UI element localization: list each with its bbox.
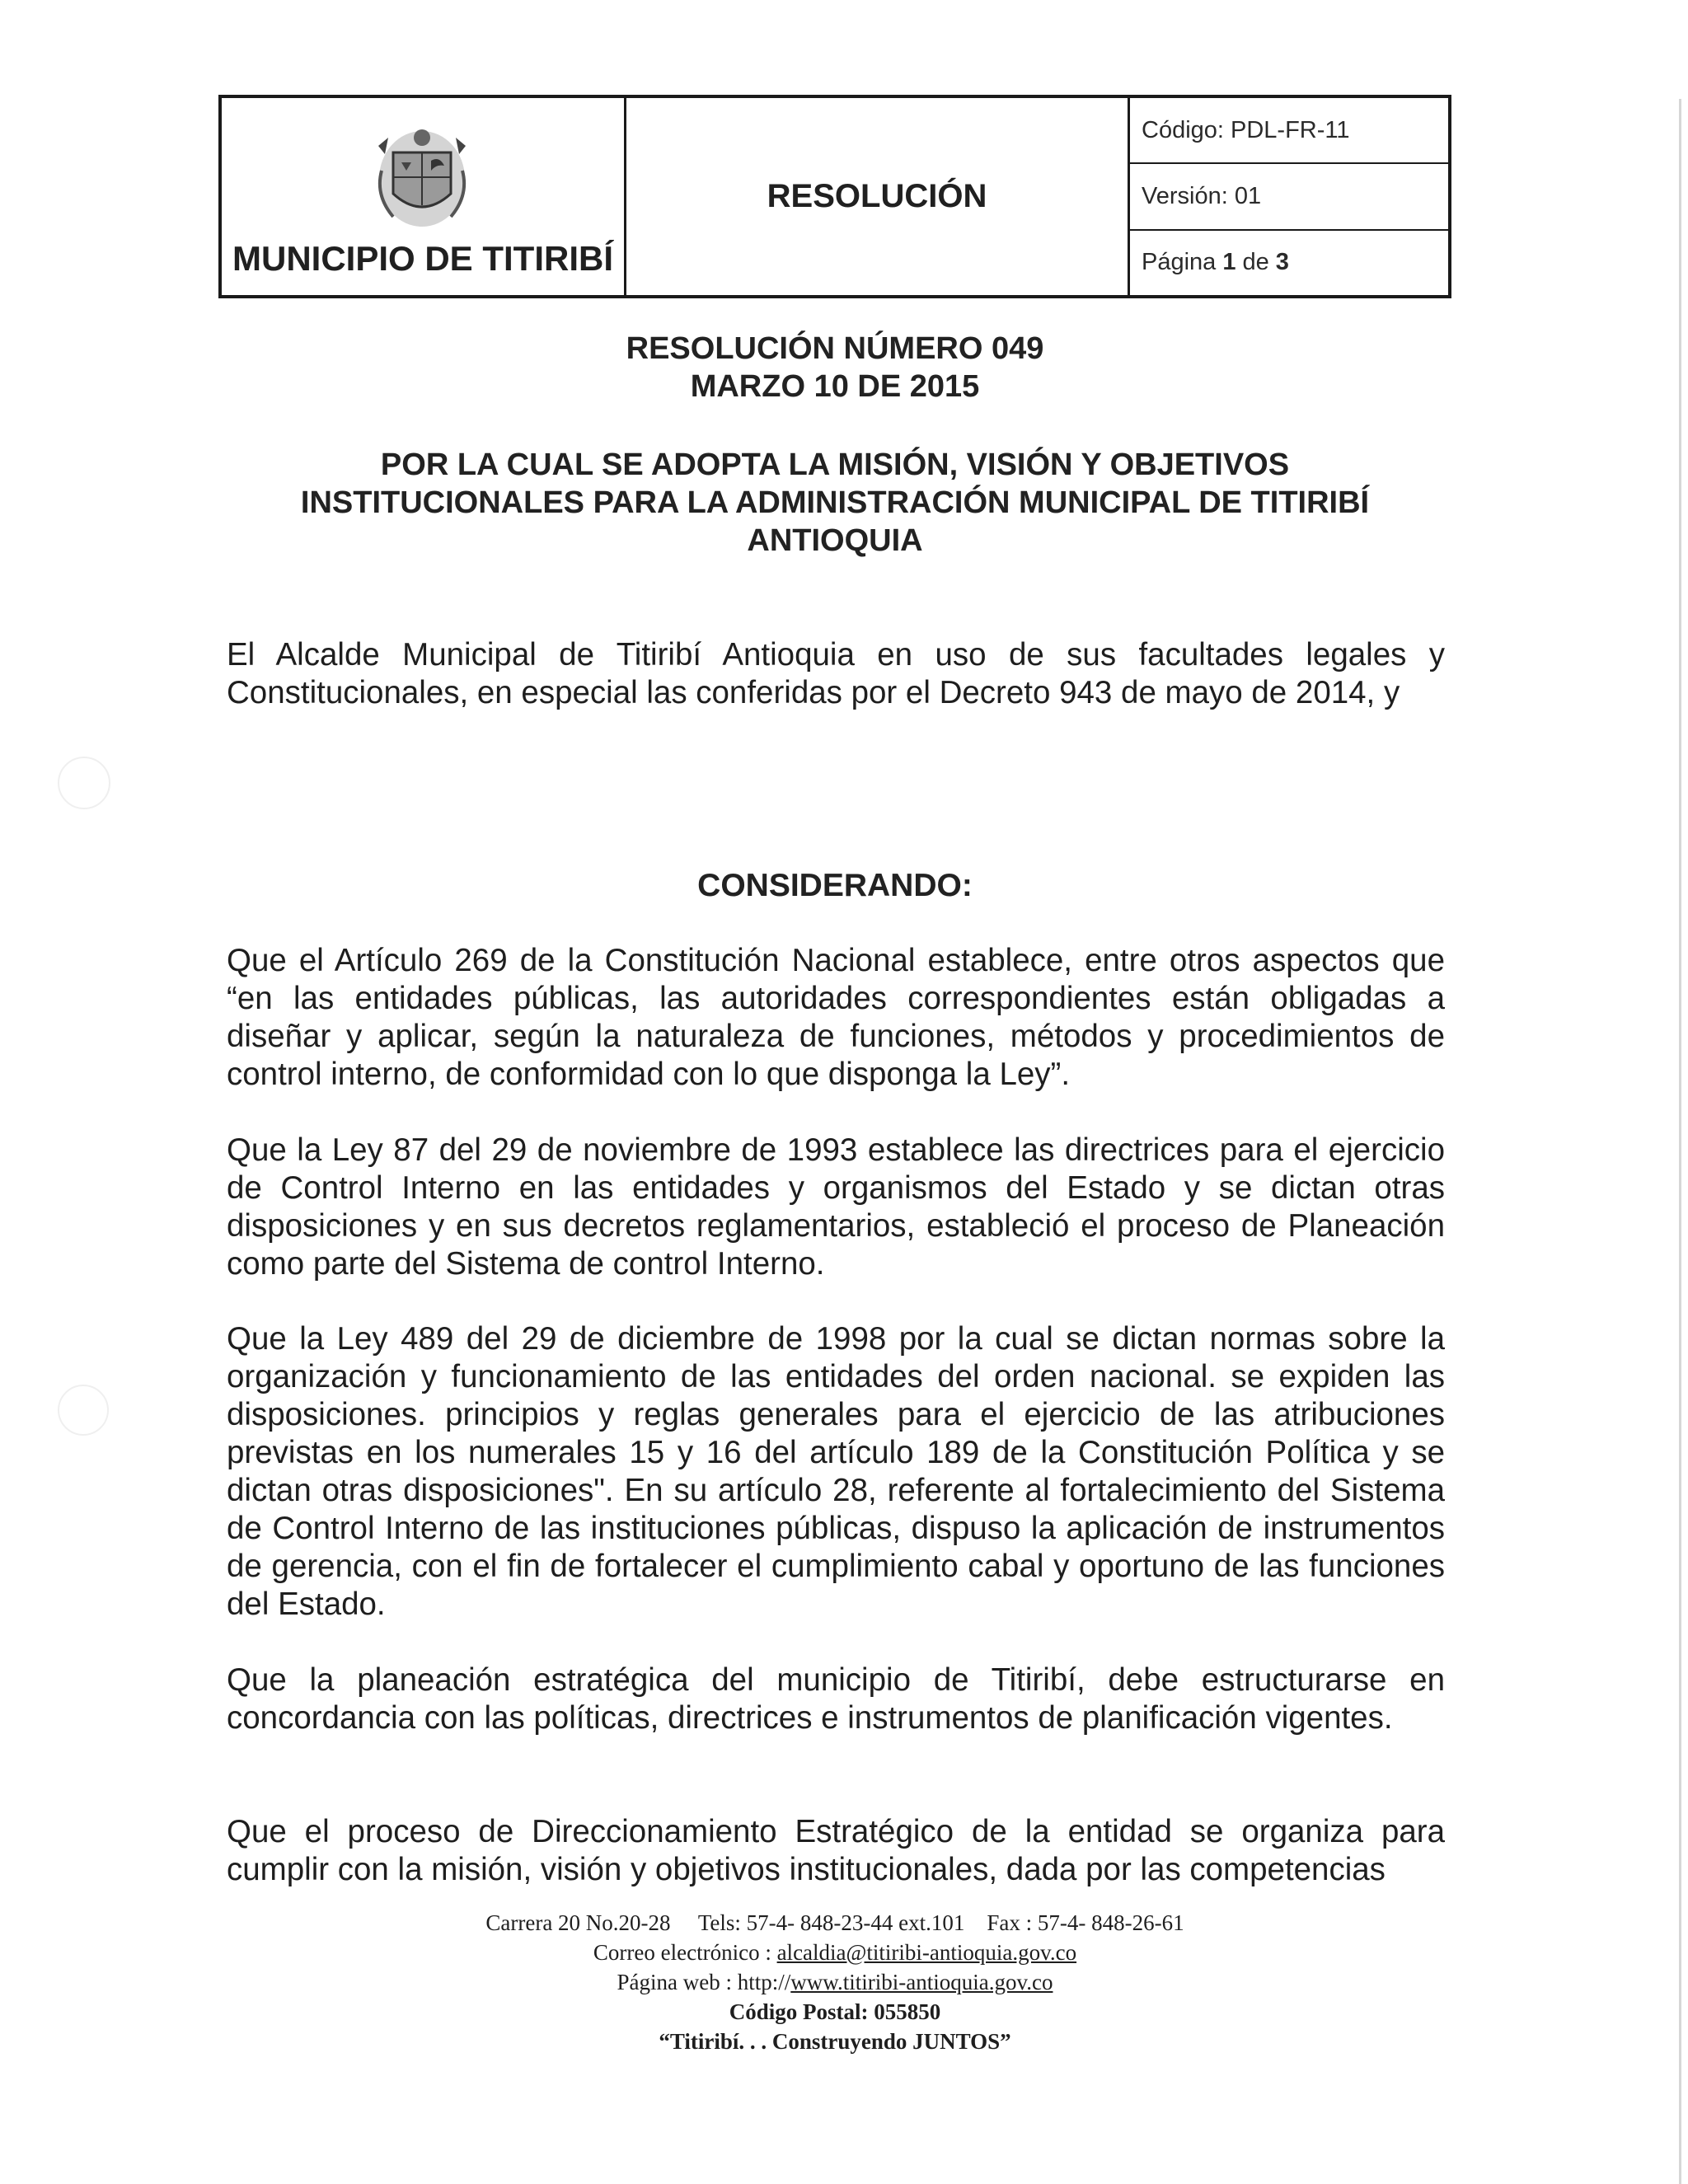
page-current: 1: [1222, 249, 1236, 276]
page-total: 3: [1275, 249, 1289, 276]
scan-edge-line: [1679, 99, 1681, 2184]
subject-line: ANTIOQUIA: [747, 523, 923, 558]
considerando-paragraph: Que el proceso de Direccionamiento Estratégico de la entidad se organiza para cumplir con la misión, visión y objetivos institucionales, dada por las competencias: [227, 1814, 1445, 1887]
page-footer: [218, 1908, 1451, 2056]
page-label: Página: [1142, 249, 1217, 276]
document-code: Código: PDL-FR-11: [1142, 116, 1350, 143]
footer-email-label: Correo electrónico :: [593, 1940, 771, 1965]
intro-paragraph: El Alcalde Municipal de Titiribí Antioquia en uso de sus facultades legales y Constitucionales, en especial las conferidas por el Decreto 943 de mayo de 2014, y: [227, 637, 1445, 710]
footer-postal-code: Código Postal: 055850: [729, 1999, 941, 2024]
municipality-name: MUNICIPIO DE TITIRIBÍ: [232, 239, 613, 278]
footer-email-link[interactable]: alcaldia@titiribi-antioquia.gov.co: [776, 1940, 1077, 1965]
scan-artifact-ring: [58, 757, 110, 809]
footer-contact-line: [218, 1908, 1451, 1938]
footer-slogan: “Titiribí. . . Construyendo JUNTOS”: [659, 2029, 1011, 2054]
scan-artifact-ring: [58, 1385, 109, 1436]
resolution-date: MARZO 10 DE 2015: [690, 369, 980, 404]
subject-line: INSTITUCIONALES PARA LA ADMINISTRACIÓN MUNICIPAL DE TITIRIBÍ: [300, 485, 1370, 520]
footer-web-line: [218, 1967, 1451, 1997]
considerando-paragraph: Que el Artículo 269 de la Constitución Nacional establece, entre otros aspectos que “en las entidades públicas, las autoridades correspondientes están obligadas a diseñar y aplicar, según la naturaleza de funciones, métodos y procedimientos de control interno, de conformidad con lo que disponga la Ley”.: [227, 943, 1445, 1092]
considerando-paragraph: Que la planeación estratégica del municipio de Titiribí, debe estructurarse en concordancia con las políticas, directrices e instrumentos de planificación vigentes.: [227, 1662, 1445, 1736]
footer-phones: Tels: 57-4- 848-23-44 ext.101: [697, 1910, 965, 1935]
header-table: [218, 95, 1451, 298]
document-version: Versión: 01: [1130, 162, 1448, 228]
considerando-paragraph: Que la Ley 87 del 29 de noviembre de 1993 establece las directrices para el ejercicio de Control Interno en las entidades y organismos del Estado y se dictan otras disposiciones y en sus decretos reglamentarios, estableció el proceso de Planeación como parte del Sistema de control Interno.: [227, 1132, 1445, 1282]
footer-email-line: [218, 1938, 1451, 1967]
footer-fax: Fax : 57-4- 848-26-61: [987, 1910, 1184, 1935]
header-logo-cell: [222, 98, 626, 295]
considerando-heading: CONSIDERANDO:: [697, 868, 973, 903]
footer-web-label: Página web : http://: [617, 1970, 791, 1994]
footer-web-link[interactable]: www.titiribi-antioquia.gov.co: [790, 1970, 1053, 1994]
page-separator: de: [1242, 249, 1269, 276]
municipal-coat-of-arms-icon: [360, 113, 484, 237]
resolution-heading: [218, 330, 1451, 405]
page-counter: [1130, 229, 1448, 295]
considerando-paragraph: Que la Ley 489 del 29 de diciembre de 1998 por la cual se dictan normas sobre la organización y funcionamiento de las entidades del orden nacional. se expiden las disposiciones. principios y reglas generales para el ejercicio de las atribuciones previstas en los numerales 15 y 16 del artículo 189 de la Constitución Política y se dictan otras disposiciones". En su artículo 28, referente al fortalecimiento del Sistema de Control Interno de las instituciones públicas, dispuso la aplicación de instrumentos de gerencia, con el fin de fortalecer el cumplimiento cabal y oportuno de las funciones del Estado.: [227, 1321, 1445, 1622]
document-meta-cells: [1130, 98, 1448, 295]
resolution-number: RESOLUCIÓN NÚMERO 049: [626, 331, 1044, 366]
resolution-subject: [218, 446, 1451, 560]
subject-line: POR LA CUAL SE ADOPTA LA MISIÓN, VISIÓN Y OBJETIVOS: [380, 448, 1290, 482]
document-type-title: RESOLUCIÓN: [626, 98, 1130, 295]
footer-address: Carrera 20 No.20-28: [485, 1910, 671, 1935]
